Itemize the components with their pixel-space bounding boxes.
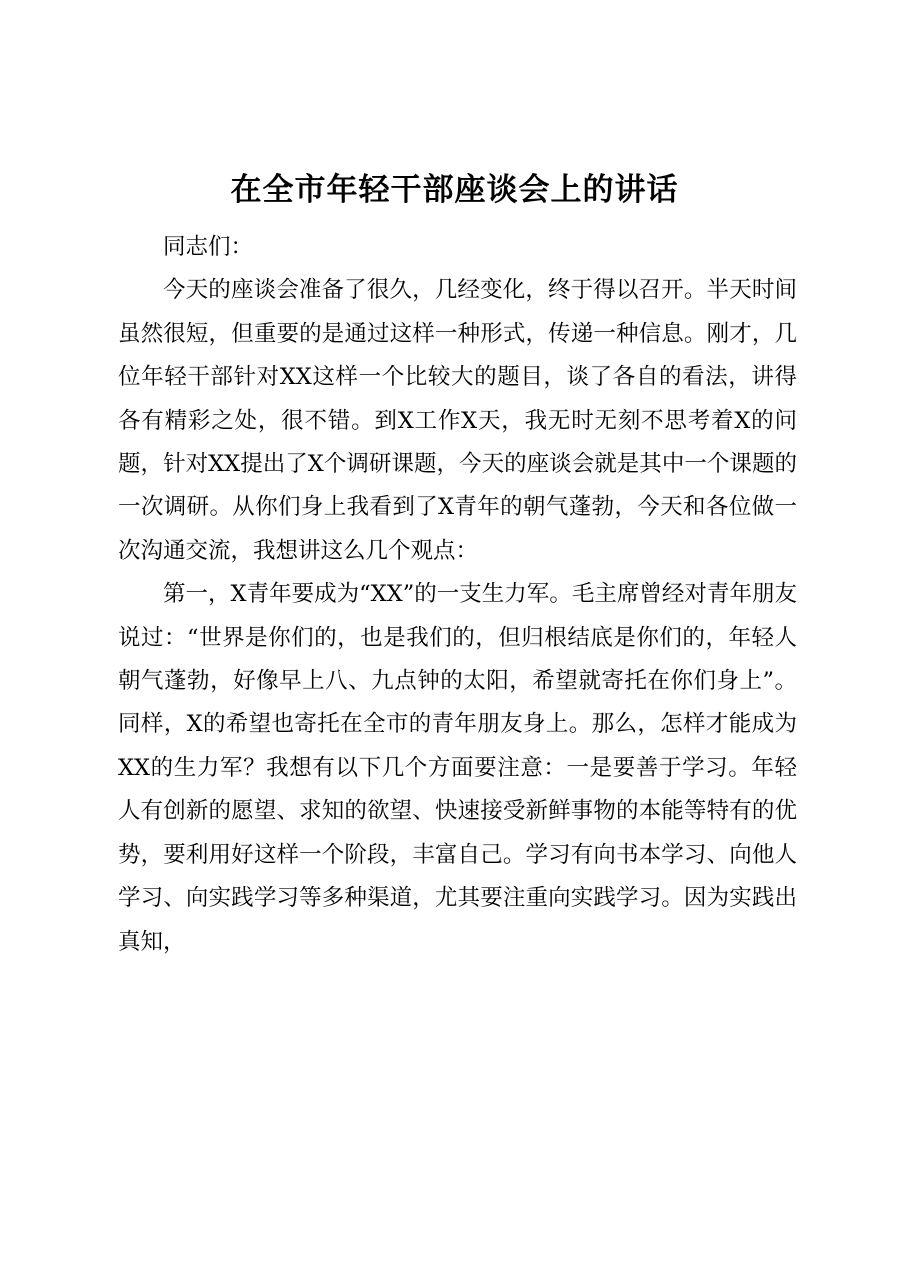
paragraph-salutation: 同志们： [163,234,254,260]
document-title: 在全市年轻干部座谈会上的讲话 [230,172,679,208]
paragraph-intro: 今天的座谈会准备了很久，几经变化，终于得以召开。半天时间虽然很短，但重要的是通过这样一种形式，传递一种信息。刚才，几位年轻干部针对XX这样一个比较大的题目，谈了各自的看法，讲得各有精彩之处，很不错。到X工作X天，我无时无刻不思考着X的问题，针对XX提出了X个调研课题，今天的座谈会就是其中一个课题的一次调研。从你们身上我看到了X青年的朝气蓬勃，今天和各位做一次沟通交流，我想讲这么几个观点： [118,277,797,564]
paragraph-point-one: 第一，X青年要成为“XX”的一支生力军。毛主席曾经对青年朋友说过：“世界是你们的，也是我们的，但归根结底是你们的，年轻人朝气蓬勃，好像早上八、九点钟的太阳，希望就寄托在你们身上”。同样，X的希望也寄托在全市的青年朋友身上。那么，怎样才能成为XX的生力军？我想有以下几个方面要注意：一是要善于学习。年轻人有创新的愿望、求知的欲望、快速接受新鲜事物的本能等特有的优势，要利用好这样一个阶段，丰富自己。学习有向书本学习、向他人学习、向实践学习等多种渠道，尤其要注重向实践学习。因为实践出真知， [118,581,797,955]
document-body [118,226,797,964]
